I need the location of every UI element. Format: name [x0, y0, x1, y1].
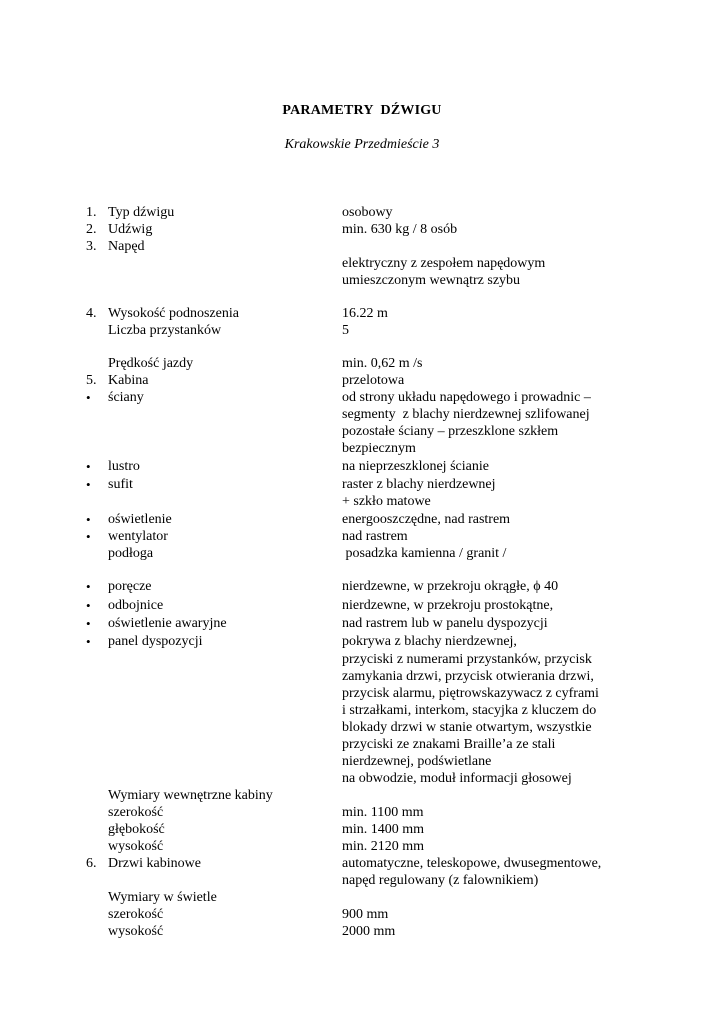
- parameter-row: [0, 719, 724, 736]
- parameter-value: przelotowa: [342, 373, 405, 388]
- bullet-marker: •: [86, 477, 91, 492]
- parameter-row: [0, 615, 724, 632]
- parameter-value: 2000 mm: [342, 924, 396, 939]
- parameter-row: [0, 528, 724, 545]
- parameter-label: wysokość: [108, 839, 164, 854]
- parameter-value: i strzałkami, interkom, stacyjka z kluczem do: [342, 703, 597, 718]
- parameter-label: szerokość: [108, 805, 164, 820]
- parameter-row: [0, 389, 724, 406]
- item-number: 6.: [86, 856, 97, 871]
- parameter-row: [0, 597, 724, 614]
- parameter-row: [0, 372, 724, 389]
- parameter-row: [0, 272, 724, 289]
- item-number: 4.: [86, 306, 97, 321]
- parameter-value: nad rastrem lub w panelu dyspozycji: [342, 616, 548, 631]
- parameter-value: min. 1100 mm: [342, 805, 424, 820]
- parameter-value: osobowy: [342, 205, 393, 220]
- bullet-marker: •: [86, 390, 91, 405]
- parameter-label: ściany: [108, 390, 144, 405]
- bullet-marker: •: [86, 634, 91, 649]
- parameter-row: [0, 305, 724, 322]
- parameter-row: [0, 545, 724, 562]
- bullet-marker: •: [86, 529, 91, 544]
- parameter-value: bezpiecznym: [342, 441, 416, 456]
- parameter-label: panel dyspozycji: [108, 634, 203, 649]
- parameter-label: szerokość: [108, 907, 164, 922]
- parameter-value: + szkło matowe: [342, 494, 431, 509]
- parameter-value: nierdzewne, w przekroju okrągłe, ϕ 40: [342, 579, 559, 594]
- parameter-label: sufit: [108, 477, 133, 492]
- parameter-label: odbojnice: [108, 598, 164, 613]
- parameter-value: automatyczne, teleskopowe, dwusegmentowe,: [342, 856, 602, 871]
- parameter-value: posadzka kamienna / granit /: [342, 546, 507, 561]
- parameter-label: Wymiary wewnętrzne kabiny: [108, 788, 273, 803]
- bullet-marker: •: [86, 512, 91, 527]
- parameter-row: [0, 906, 724, 923]
- bullet-marker: •: [86, 616, 91, 631]
- parameter-value: zamykania drzwi, przycisk otwierania drzwi,: [342, 669, 594, 684]
- parameter-label: podłoga: [108, 546, 154, 561]
- parameter-value: umieszczonym wewnątrz szybu: [342, 273, 521, 288]
- parameter-row: [0, 770, 724, 787]
- parameter-value: min. 0,62 m /s: [342, 356, 423, 371]
- parameter-row: [0, 493, 724, 510]
- document-title: PARAMETRY DŹWIGU: [282, 103, 442, 118]
- parameter-label: Drzwi kabinowe: [108, 856, 201, 871]
- parameter-row: [0, 753, 724, 770]
- parameter-value: od strony układu napędowego i prowadnic –: [342, 390, 591, 405]
- bullet-marker: •: [86, 459, 91, 474]
- parameter-label: Wymiary w świetle: [108, 890, 217, 905]
- parameter-row: [0, 736, 724, 753]
- parameter-row: [0, 204, 724, 221]
- parameter-label: oświetlenie awaryjne: [108, 616, 227, 631]
- parameter-value: energooszczędne, nad rastrem: [342, 512, 511, 527]
- parameter-row: [0, 458, 724, 475]
- parameter-value: min. 1400 mm: [342, 822, 425, 837]
- parameter-value: pozostałe ściany – przeszklone szkłem: [342, 424, 559, 439]
- parameter-label: Napęd: [108, 239, 145, 254]
- parameter-label: Udźwig: [108, 222, 153, 237]
- parameter-value: przyciski z numerami przystanków, przycisk: [342, 652, 592, 667]
- parameter-label: poręcze: [108, 579, 152, 594]
- parameter-value: na obwodzie, moduł informacji głosowej: [342, 771, 572, 786]
- item-number: 5.: [86, 373, 97, 388]
- parameter-row: [0, 855, 724, 872]
- parameter-label: oświetlenie: [108, 512, 172, 527]
- parameter-row: [0, 804, 724, 821]
- parameter-value: napęd regulowany (z falownikiem): [342, 873, 539, 888]
- parameter-row: [0, 923, 724, 940]
- parameter-value: min. 630 kg / 8 osób: [342, 222, 458, 237]
- parameter-value: pokrywa z blachy nierdzewnej,: [342, 634, 517, 649]
- parameter-value: nad rastrem: [342, 529, 408, 544]
- parameter-label: wysokość: [108, 924, 164, 939]
- document-subtitle: Krakowskie Przedmieście 3: [284, 137, 440, 152]
- parameter-row: [0, 221, 724, 238]
- parameter-value: blokady drzwi w stanie otwartym, wszystkie: [342, 720, 592, 735]
- parameter-value: na nieprzeszklonej ścianie: [342, 459, 489, 474]
- parameter-row: [0, 872, 724, 889]
- parameter-row: [0, 702, 724, 719]
- parameter-row: [0, 440, 724, 457]
- parameter-value: raster z blachy nierdzewnej: [342, 477, 496, 492]
- parameter-row: [0, 651, 724, 668]
- parameter-value: 16.22 m: [342, 306, 388, 321]
- parameter-label: Prędkość jazdy: [108, 356, 194, 371]
- parameter-row: [0, 322, 724, 339]
- parameter-row: [0, 787, 724, 804]
- parameter-row: [0, 406, 724, 423]
- parameter-row: [0, 821, 724, 838]
- parameter-row: [0, 255, 724, 272]
- parameter-row: [0, 668, 724, 685]
- parameter-row: [0, 633, 724, 650]
- parameter-row: [0, 889, 724, 906]
- parameter-label: Typ dźwigu: [108, 205, 175, 220]
- parameter-label: wentylator: [108, 529, 168, 544]
- parameter-row: [0, 355, 724, 372]
- parameter-value: elektryczny z zespołem napędowym: [342, 256, 546, 271]
- parameter-row: [0, 511, 724, 528]
- parameter-label: Wysokość podnoszenia: [108, 306, 239, 321]
- parameter-value: segmenty z blachy nierdzewnej szlifowanej: [342, 407, 590, 422]
- item-number: 1.: [86, 205, 97, 220]
- bullet-marker: •: [86, 598, 91, 613]
- parameter-row: [0, 685, 724, 702]
- parameter-value: przyciski ze znakami Braille’a ze stali: [342, 737, 556, 752]
- parameter-value: 5: [342, 323, 349, 338]
- item-number: 2.: [86, 222, 97, 237]
- parameter-value: nierdzewne, w przekroju prostokątne,: [342, 598, 554, 613]
- parameter-row: [0, 578, 724, 595]
- parameter-label: głębokość: [108, 822, 165, 837]
- parameter-row: [0, 238, 724, 255]
- parameter-value: nierdzewnej, podświetlane: [342, 754, 492, 769]
- parameter-label: Liczba przystanków: [108, 323, 222, 338]
- parameter-row: [0, 476, 724, 493]
- parameter-value: 900 mm: [342, 907, 389, 922]
- parameter-value: przycisk alarmu, piętrowskazywacz z cyframi: [342, 686, 599, 701]
- parameter-value: min. 2120 mm: [342, 839, 425, 854]
- item-number: 3.: [86, 239, 97, 254]
- parameter-row: [0, 838, 724, 855]
- parameter-label: Kabina: [108, 373, 149, 388]
- parameter-label: lustro: [108, 459, 140, 474]
- bullet-marker: •: [86, 579, 91, 594]
- parameter-row: [0, 423, 724, 440]
